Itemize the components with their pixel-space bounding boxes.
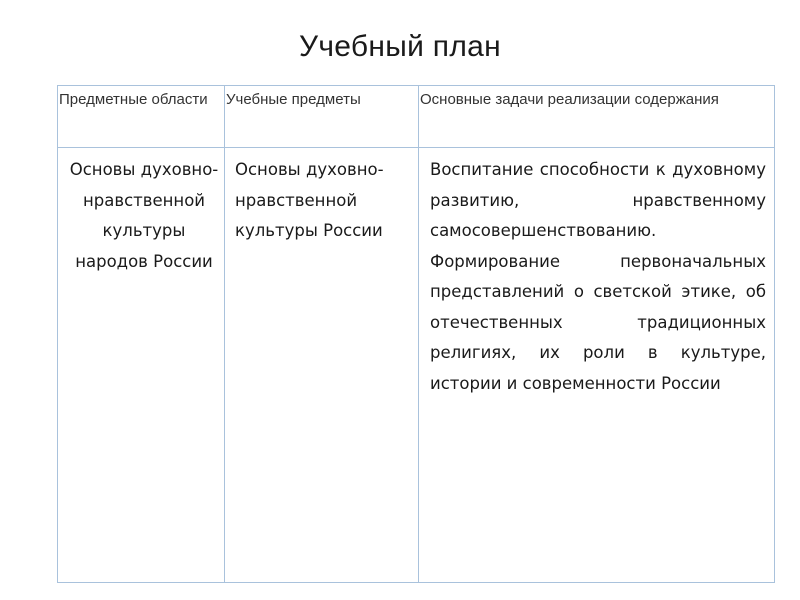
header-subjects: Учебные предметы xyxy=(226,91,361,108)
subject-text: Основы духовно-нравственной культуры России xyxy=(235,160,384,240)
table-header-row xyxy=(58,86,775,148)
header-cell-subject-areas xyxy=(58,86,225,148)
header-cell-tasks xyxy=(419,86,775,148)
tasks-text xyxy=(419,148,774,399)
subject-area-text: Основы духовно-нравственной культуры народов России xyxy=(69,160,219,271)
header-subject-areas: Предметные области xyxy=(59,91,208,108)
task-paragraph-upbringing: Воспитание способности к духовному развитию, нравственному самосовершенствованию. xyxy=(430,160,766,240)
cell-tasks xyxy=(419,148,775,583)
task-paragraph-formation: Формирование первоначальных представлений о светской этике, об отечественных традиционных религиях, их роли в культуре, истории и современности России xyxy=(430,251,766,393)
curriculum-table xyxy=(57,85,775,583)
table-row xyxy=(58,148,775,583)
header-cell-subjects xyxy=(225,86,419,148)
cell-subject xyxy=(225,148,419,583)
cell-subject-area xyxy=(58,148,225,583)
page-title: Учебный план xyxy=(298,30,502,63)
header-tasks: Основные задачи реализации содержания xyxy=(420,91,719,108)
